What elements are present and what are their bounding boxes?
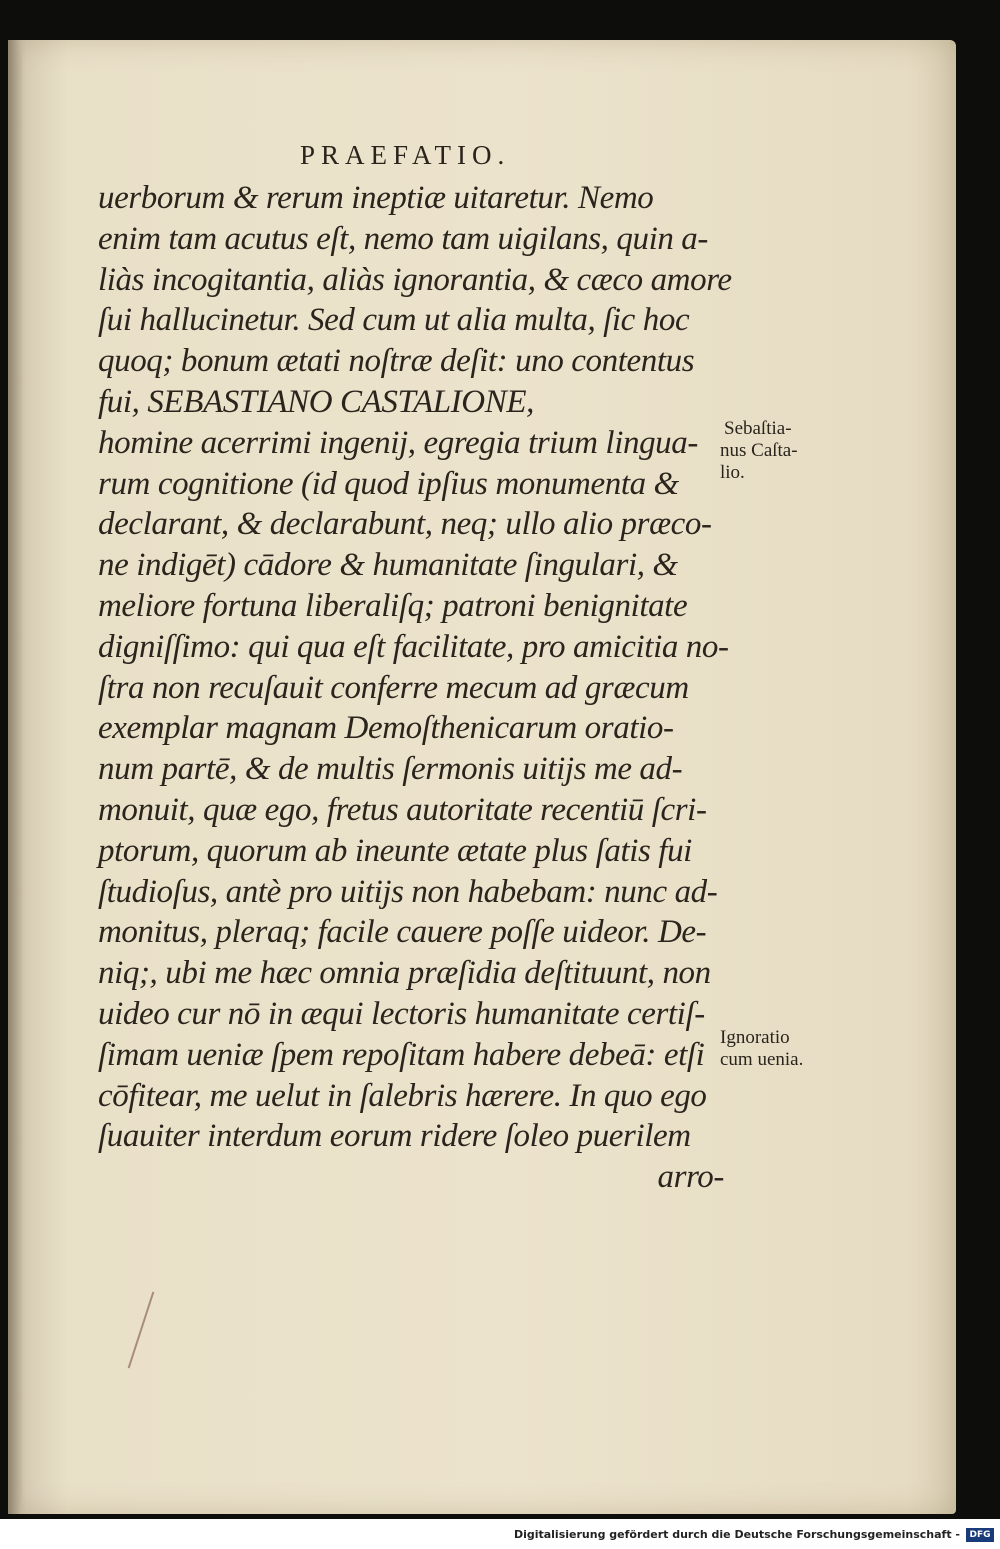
text-line: exemplar magnam Demoſthenicarum oratio- xyxy=(98,710,674,747)
text-line: declarant, & declarabunt, neq; ullo alio præco- xyxy=(98,506,712,543)
text-line: ptorum, quorum ab ineunte ætate plus ſatis fui xyxy=(98,832,692,869)
text-line: fui, SEBASTIANO CASTALIONE, xyxy=(98,383,534,420)
text-line: num partē, & de multis ſermonis uitijs me ad- xyxy=(98,751,683,788)
text-line: cōfitear, me uelut in ſalebris hærere. In quo ego xyxy=(98,1077,707,1114)
text-line: homine acerrimi ingenij, egregia trium lingua- xyxy=(98,424,698,461)
margin-note-castalio xyxy=(720,418,830,484)
funding-credit: Digitalisierung gefördert durch die Deutsche Forschungsgemeinschaft - xyxy=(513,1528,960,1541)
text-line: monitus, pleraq; facile cauere poſſe uideor. De- xyxy=(98,914,707,951)
text-line: ſui hallucinetur. Sed cum ut alia multa, ſic hoc xyxy=(98,302,690,339)
body-text xyxy=(98,178,730,1198)
text-line: ſimam ueniæ ſpem repoſitam habere debeā: etſi xyxy=(98,1036,705,1073)
text-line: digniſſimo: qui qua eſt facilitate, pro amicitia no- xyxy=(98,628,729,665)
text-line: meliore fortuna liberaliſq; patroni benignitate xyxy=(98,587,688,624)
text-line: uerborum & rerum ineptiæ uitaretur. Nemo xyxy=(98,180,654,216)
margin-note-line: nus Caſta- xyxy=(720,440,798,461)
text-line: rum cognitione (id quod ipſius monumenta & xyxy=(98,465,679,502)
margin-note-line: Sebaſtia- xyxy=(724,418,792,439)
text-line: ſuauiter interdum eorum ridere ſoleo puerilem xyxy=(98,1118,691,1155)
text-line: quoq; bonum ætati noſtræ deſit: uno contentus xyxy=(98,343,695,380)
margin-note-line: Ignoratio xyxy=(720,1027,790,1048)
page-gutter-edge xyxy=(8,40,22,1514)
text-line: ne indigēt) cādore & humanitate ſingulari, & xyxy=(98,547,678,584)
margin-note-line: cum uenia. xyxy=(720,1049,804,1070)
catchword: arro- xyxy=(657,1159,724,1196)
text-line: liàs incogitantia, aliàs ignorantia, & cæco amore xyxy=(98,261,732,298)
text-line: ſtra non recuſauit conferre mecum ad græcum xyxy=(98,669,689,706)
text-line: niq;, ubi me hæc omnia præſidia deſtituunt, non xyxy=(98,955,711,992)
dfg-logo-icon: DFG xyxy=(966,1528,994,1542)
text-line: ſtudioſus, antè pro uitijs non habebam: nunc ad- xyxy=(98,873,718,910)
margin-note-line: lio. xyxy=(720,462,745,483)
running-head: PRAEFATIO. xyxy=(300,140,511,170)
text-line: uideo cur nō in æqui lectoris humanitate certiſ- xyxy=(98,995,705,1032)
margin-note-ignoratio xyxy=(720,1027,850,1071)
text-line: monuit, quæ ego, fretus autoritate recentiū ſcri- xyxy=(98,791,707,828)
footer-bar xyxy=(0,1519,1000,1549)
text-line: enim tam acutus eſt, nemo tam uigilans, quin a- xyxy=(98,220,708,257)
